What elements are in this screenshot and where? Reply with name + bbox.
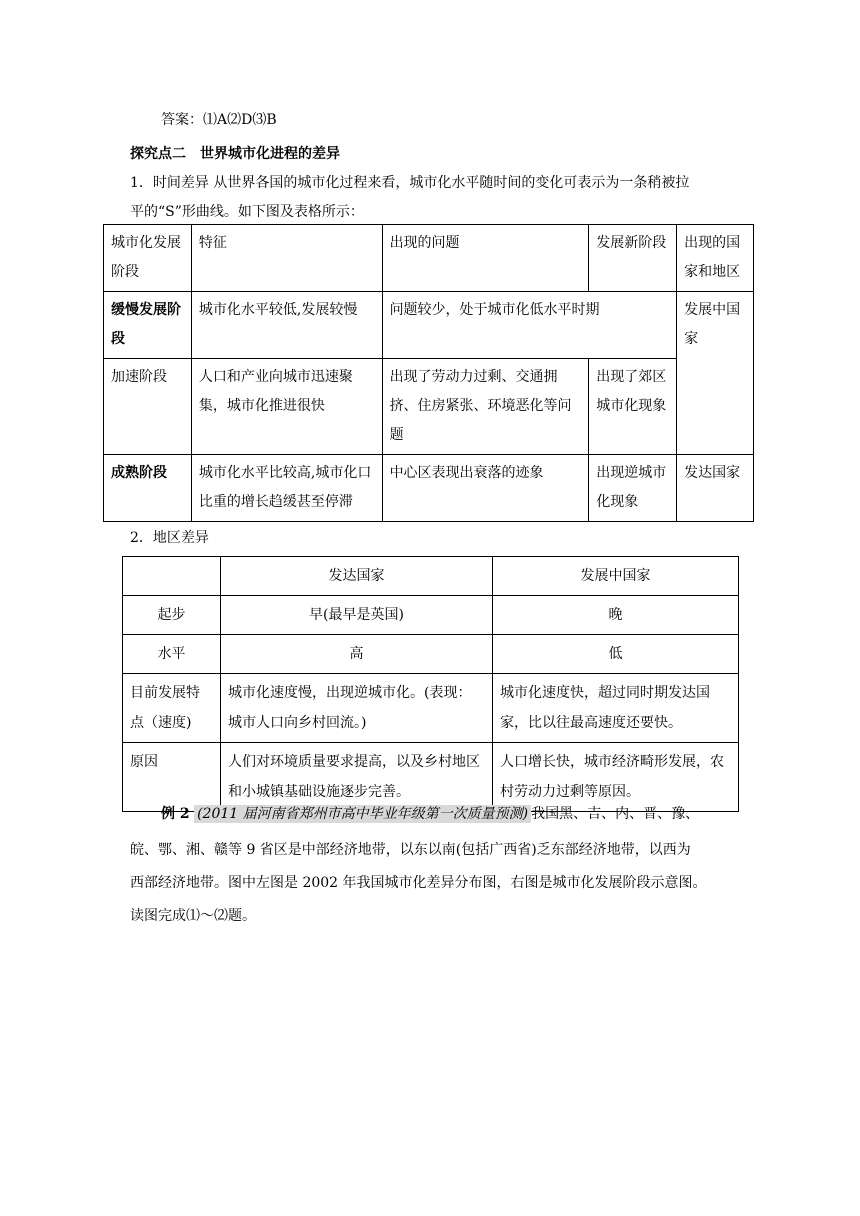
example-line-2: 皖、鄂、湘、赣等 9 省区是中部经济地带，以东以南(包括广西省)乏东部经济地带，以西为	[130, 842, 691, 858]
table-header-row	[123, 557, 739, 596]
new-stage-cell: 出现逆城市化现象	[589, 455, 677, 522]
feature-cell: 城市化水平较低,发展较慢	[191, 292, 382, 359]
table-header-cell: 出现的国家和地区	[677, 225, 754, 292]
example-line-1	[161, 804, 699, 824]
stage-cell: 缓慢发展阶段	[104, 292, 192, 359]
feature-cell: 城市化水平比较高,城市化口比重的增长趋缓甚至停滞	[191, 455, 382, 522]
row-label-cell: 目前发展特点（速度)	[123, 674, 221, 743]
row-label-cell: 原因	[123, 743, 221, 812]
table-row	[123, 635, 739, 674]
region-cell: 发展中国家	[677, 292, 754, 455]
table-header-cell: 发展中国家	[493, 557, 739, 596]
table-header-row	[104, 225, 754, 292]
paragraph-1-line-1: 1．时间差异 从世界各国的城市化过程来看，城市化水平随时间的变化可表示为一条稍被拉	[130, 175, 690, 191]
table-header-cell: 出现的问题	[382, 225, 589, 292]
section-heading: 探究点二 世界城市化进程的差异	[130, 146, 340, 162]
example-source: (2011 届河南省郑州市高中毕业年级第一次质量预测)	[194, 805, 531, 823]
table-row	[123, 596, 739, 635]
table-header-cell: 城市化发展阶段	[104, 225, 192, 292]
developed-cell: 城市化速度慢，出现逆城市化。(表现：城市人口向乡村回流。)	[221, 674, 493, 743]
developing-cell: 晚	[493, 596, 739, 635]
example-line-3: 西部经济地带。图中左图是 2002 年我国城市化差异分布图，右图是城市化发展阶段示意图。	[130, 875, 707, 891]
example-label: 例 2	[161, 806, 190, 822]
feature-cell: 人口和产业向城市迅速聚集，城市化推进很快	[191, 359, 382, 455]
developed-cell: 人们对环境质量要求提高，以及乡村地区和小城镇基础设施逐步完善。	[221, 743, 493, 812]
table-row	[123, 743, 739, 812]
table-header-cell: 特征	[191, 225, 382, 292]
regional-difference-table	[122, 556, 739, 812]
answer-line: 答案：⑴A⑵D⑶B	[161, 112, 277, 128]
table-row	[104, 359, 754, 455]
table-row	[123, 674, 739, 743]
stage-cell: 加速阶段	[104, 359, 192, 455]
table-row	[104, 455, 754, 522]
developed-cell: 高	[221, 635, 493, 674]
developing-cell: 城市化速度快，超过同时期发达国家，比以往最高速度还要快。	[493, 674, 739, 743]
developing-cell: 低	[493, 635, 739, 674]
paragraph-2: 2．地区差异	[130, 530, 209, 546]
developed-cell: 早(最早是英国)	[221, 596, 493, 635]
table-header-cell: 发达国家	[221, 557, 493, 596]
table-row	[104, 292, 754, 359]
new-stage-cell: 出现了郊区城市化现象	[589, 359, 677, 455]
paragraph-1-line-2: 平的“S”形曲线。如下图及表格所示：	[130, 204, 364, 220]
table-header-cell	[123, 557, 221, 596]
row-label-cell: 水平	[123, 635, 221, 674]
problem-cell: 出现了劳动力过剩、交通拥挤、住房紧张、环境恶化等问题	[382, 359, 589, 455]
row-label-cell: 起步	[123, 596, 221, 635]
table-header-cell: 发展新阶段	[589, 225, 677, 292]
problem-cell: 中心区表现出衰落的迹象	[382, 455, 589, 522]
stage-cell: 成熟阶段	[104, 455, 192, 522]
example-line-1-text: 我国黑、吉、内、晋、豫、	[531, 806, 700, 822]
developing-cell: 人口增长快，城市经济畸形发展，农村劳动力过剩等原因。	[493, 743, 739, 812]
time-difference-table	[103, 224, 754, 522]
region-cell: 发达国家	[677, 455, 754, 522]
example-line-4: 读图完成⑴～⑵题。	[130, 908, 256, 924]
problem-cell: 问题较少，处于城市化低水平时期	[382, 292, 677, 359]
